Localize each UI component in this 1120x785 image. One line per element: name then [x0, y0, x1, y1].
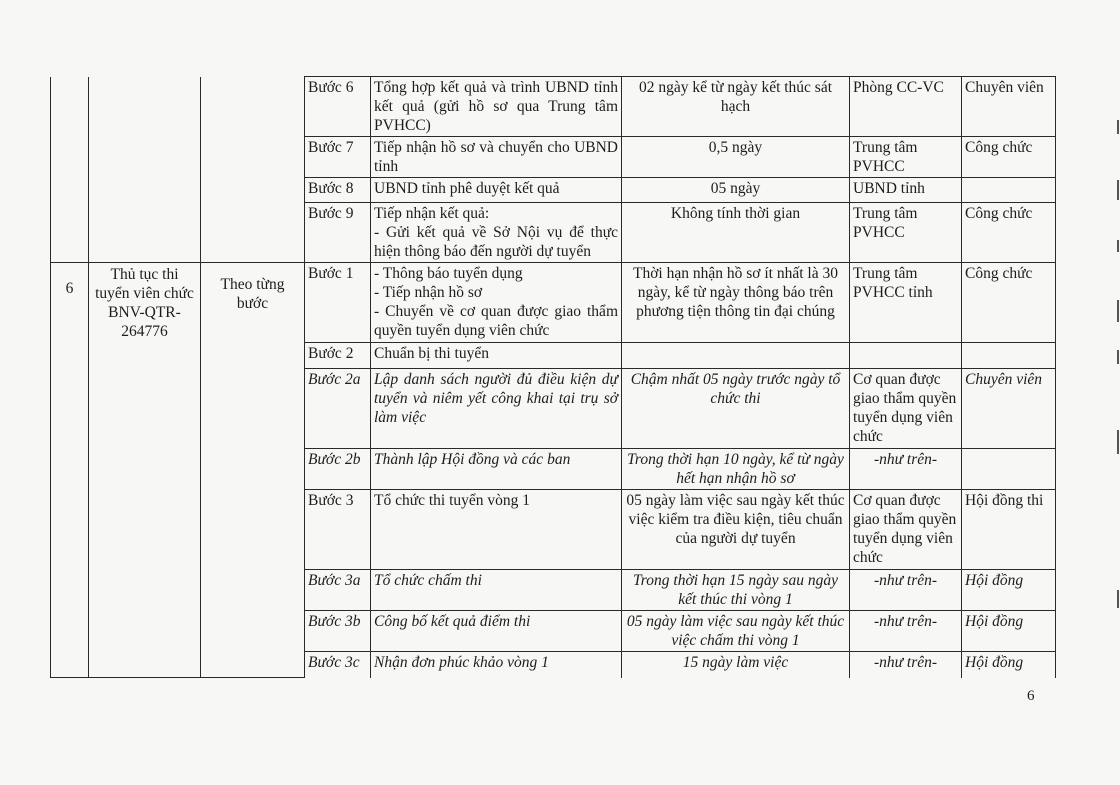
person-cell: Hội đồng	[962, 652, 1056, 678]
scan-mark	[1117, 350, 1119, 364]
scan-mark	[1117, 300, 1119, 322]
unit-cell: -như trên-	[850, 611, 962, 652]
unit-cell: Cơ quan được giao thẩm quyền tuyển dụng viên chức	[850, 369, 962, 449]
step-cell: Bước 7	[305, 137, 371, 178]
scan-mark	[1117, 430, 1119, 454]
step-cell: Bước 3c	[305, 652, 371, 678]
table-row	[51, 178, 1056, 203]
content-line: - Chuyển về cơ quan được giao thẩm quyền tuyển dụng viên chức	[374, 303, 618, 339]
unit-cell: Trung tâm PVHCC	[850, 203, 962, 263]
blank-cell	[51, 203, 89, 263]
content-cell: Tổng hợp kết quả và trình UBND tỉnh kết quả (gửi hồ sơ qua Trung tâm PVHCC)	[371, 77, 622, 137]
scan-mark	[1117, 180, 1119, 200]
blank-cell	[89, 203, 201, 263]
person-cell	[962, 343, 1056, 369]
content-cell	[371, 263, 622, 343]
time-cell: 0,5 ngày	[622, 137, 850, 178]
unit-cell: Trung tâm PVHCC tỉnh	[850, 263, 962, 343]
unit-cell: Trung tâm PVHCC	[850, 137, 962, 178]
time-cell	[622, 343, 850, 369]
table-row	[51, 263, 1056, 343]
blank-cell	[89, 178, 201, 203]
time-cell: Thời hạn nhận hồ sơ ít nhất là 30 ngày, kể từ ngày thông báo trên phương tiện thông tin đại chúng	[622, 263, 850, 343]
time-cell: 05 ngày	[622, 178, 850, 203]
step-cell: Bước 2b	[305, 449, 371, 490]
content-cell: Thành lập Hội đồng và các ban	[371, 449, 622, 490]
step-cell: Bước 8	[305, 178, 371, 203]
step-cell: Bước 9	[305, 203, 371, 263]
unit-cell: -như trên-	[850, 570, 962, 611]
unit-cell: -như trên-	[850, 652, 962, 678]
blank-cell	[201, 137, 305, 178]
table-row	[51, 77, 1056, 137]
scan-mark	[1117, 240, 1119, 252]
step-cell: Bước 2a	[305, 369, 371, 449]
blank-cell	[51, 77, 89, 137]
person-cell: Công chức	[962, 137, 1056, 178]
time-cell: Chậm nhất 05 ngày trước ngày tổ chức thi	[622, 369, 850, 449]
blank-cell	[201, 203, 305, 263]
time-cell: 05 ngày làm việc sau ngày kết thúc việc chấm thi vòng 1	[622, 611, 850, 652]
content-cell: UBND tỉnh phê duyệt kết quả	[371, 178, 622, 203]
content-cell: Tổ chức chấm thi	[371, 570, 622, 611]
person-cell	[962, 178, 1056, 203]
scan-edge-marks	[1114, 0, 1120, 785]
blank-cell	[201, 178, 305, 203]
person-cell: Công chức	[962, 203, 1056, 263]
procedure-method: Theo từng bước	[201, 263, 305, 678]
procedure-name: Thủ tục thi tuyển viên chức BNV-QTR-264776	[89, 263, 201, 678]
person-cell	[962, 449, 1056, 490]
time-cell: Không tính thời gian	[622, 203, 850, 263]
table-row	[51, 137, 1056, 178]
content-line: Tiếp nhận kết quả:	[374, 205, 490, 222]
procedure-table	[50, 76, 1056, 678]
time-cell: Trong thời hạn 15 ngày sau ngày kết thúc thi vòng 1	[622, 570, 850, 611]
person-cell: Chuyên viên	[962, 369, 1056, 449]
scan-mark	[1117, 120, 1119, 134]
step-cell: Bước 6	[305, 77, 371, 137]
unit-cell	[850, 343, 962, 369]
content-line: - Gửi kết quả về Sở Nội vụ để thực hiện thông báo đến người dự tuyển	[374, 224, 618, 260]
blank-cell	[51, 178, 89, 203]
person-cell: Công chức	[962, 263, 1056, 343]
unit-cell: Cơ quan được giao thẩm quyền tuyển dụng viên chức	[850, 490, 962, 570]
content-cell: Chuẩn bị thi tuyển	[371, 343, 622, 369]
step-cell: Bước 1	[305, 263, 371, 343]
unit-cell: UBND tỉnh	[850, 178, 962, 203]
step-cell: Bước 2	[305, 343, 371, 369]
content-line: - Tiếp nhận hồ sơ	[374, 284, 483, 301]
content-cell	[371, 203, 622, 263]
content-cell: Lập danh sách người đủ điều kiện dự tuyển và niêm yết công khai tại trụ sở làm việc	[371, 369, 622, 449]
person-cell: Chuyên viên	[962, 77, 1056, 137]
content-cell: Tổ chức thi tuyển vòng 1	[371, 490, 622, 570]
blank-cell	[89, 137, 201, 178]
time-cell: 15 ngày làm việc	[622, 652, 850, 678]
blank-cell	[89, 77, 201, 137]
procedure-number: 6	[51, 263, 89, 678]
page-number: 6	[1027, 688, 1035, 704]
time-cell: Trong thời hạn 10 ngày, kể từ ngày hết hạn nhận hồ sơ	[622, 449, 850, 490]
step-cell: Bước 3	[305, 490, 371, 570]
step-cell: Bước 3a	[305, 570, 371, 611]
person-cell: Hội đồng thi	[962, 490, 1056, 570]
content-line: - Thông báo tuyển dụng	[374, 265, 523, 282]
person-cell: Hội đồng	[962, 570, 1056, 611]
blank-cell	[51, 137, 89, 178]
scan-mark	[1117, 590, 1119, 608]
content-cell: Nhận đơn phúc khảo vòng 1	[371, 652, 622, 678]
unit-cell: -như trên-	[850, 449, 962, 490]
content-cell: Tiếp nhận hồ sơ và chuyển cho UBND tỉnh	[371, 137, 622, 178]
unit-cell: Phòng CC-VC	[850, 77, 962, 137]
time-cell: 05 ngày làm việc sau ngày kết thúc việc kiểm tra điều kiện, tiêu chuẩn của người dự tuyển	[622, 490, 850, 570]
time-cell: 02 ngày kể từ ngày kết thúc sát hạch	[622, 77, 850, 137]
table-row	[51, 203, 1056, 263]
person-cell: Hội đồng	[962, 611, 1056, 652]
step-cell: Bước 3b	[305, 611, 371, 652]
content-cell: Công bố kết quả điểm thi	[371, 611, 622, 652]
blank-cell	[201, 77, 305, 137]
